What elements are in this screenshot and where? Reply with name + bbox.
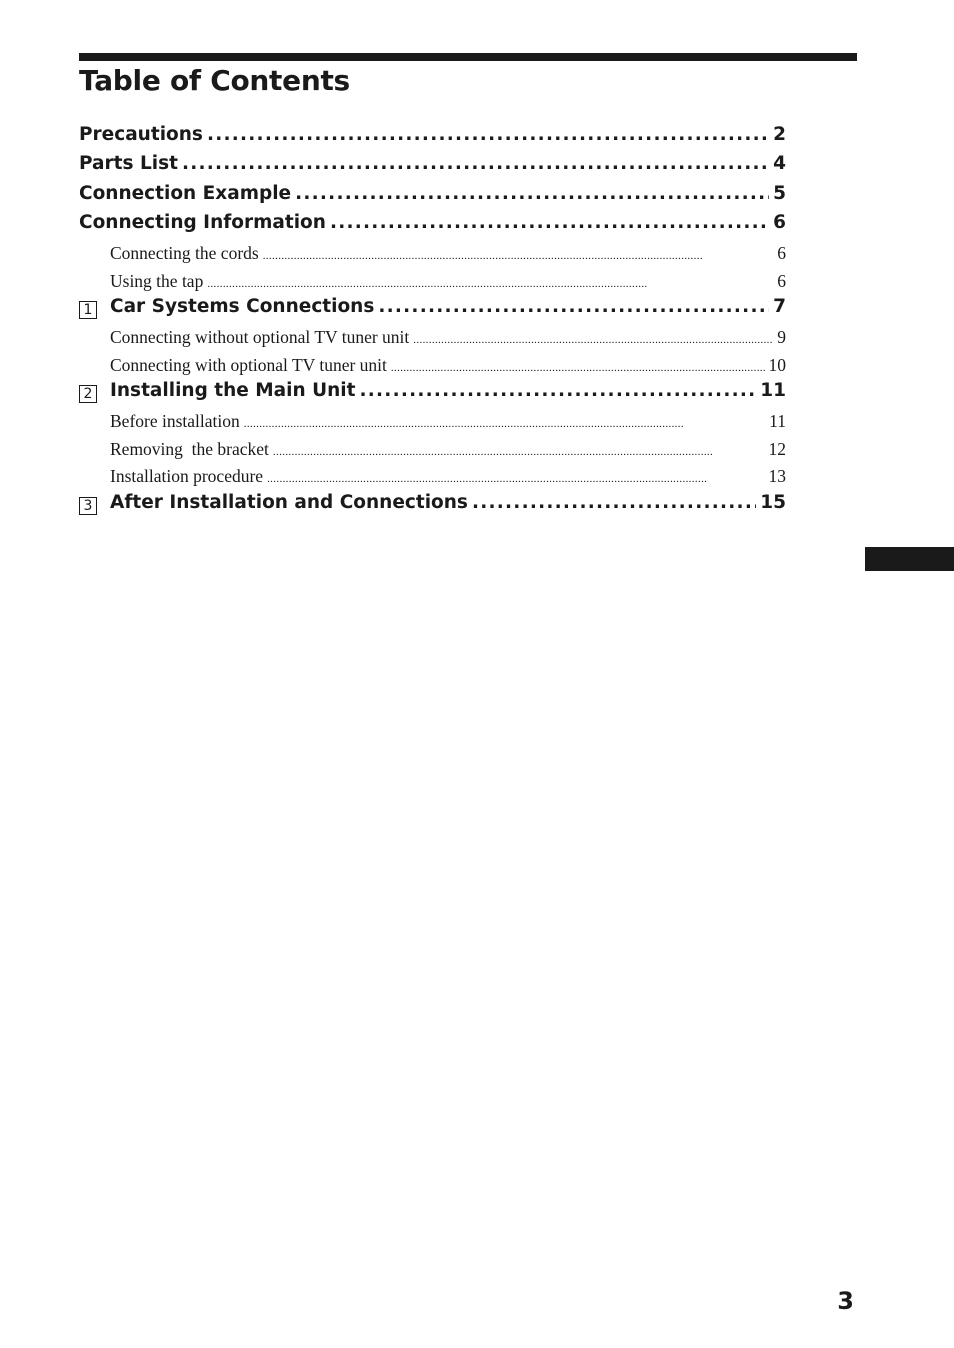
dot-leader bbox=[273, 439, 765, 460]
dot-leader bbox=[207, 124, 769, 145]
side-tab-marker bbox=[865, 547, 954, 571]
toc-entry-connection-example[interactable] bbox=[79, 183, 786, 204]
toc-entry-page: 12 bbox=[768, 439, 786, 459]
dot-leader bbox=[267, 466, 764, 487]
toc-entry-label: Parts List bbox=[79, 153, 178, 174]
section-number-box: 2 bbox=[79, 385, 97, 403]
dot-leader bbox=[244, 411, 765, 432]
toc-subentry-installation-procedure[interactable] bbox=[79, 466, 786, 487]
toc-entry-label: Connecting the cords bbox=[110, 243, 259, 263]
toc-section-installing-main-unit[interactable] bbox=[79, 380, 786, 401]
toc-entry-label: Before installation bbox=[110, 411, 240, 431]
toc-entry-label: Connecting without optional TV tuner unit bbox=[110, 327, 410, 347]
top-rule bbox=[79, 53, 857, 61]
toc-subentry-before-installation[interactable] bbox=[79, 411, 786, 432]
toc-section-after-installation[interactable] bbox=[79, 492, 786, 513]
toc-entry-precautions[interactable] bbox=[79, 124, 786, 145]
toc-entry-page: 13 bbox=[768, 466, 786, 486]
toc-entry-label: Installing the Main Unit bbox=[110, 380, 356, 401]
toc-entry-page: 6 bbox=[773, 212, 786, 233]
toc-subentry-using-the-tap[interactable] bbox=[79, 271, 786, 292]
toc-entry-parts-list[interactable] bbox=[79, 153, 786, 174]
dot-leader bbox=[413, 327, 773, 348]
section-number-box: 3 bbox=[79, 497, 97, 515]
toc-entry-page: 11 bbox=[760, 380, 786, 401]
page-number: 3 bbox=[837, 1287, 854, 1315]
dot-leader bbox=[472, 492, 756, 513]
toc-entry-label: Removing the bracket bbox=[110, 439, 269, 459]
toc-entry-page: 6 bbox=[777, 243, 786, 263]
toc-entry-connecting-information[interactable] bbox=[79, 212, 786, 233]
dot-leader bbox=[182, 153, 769, 174]
toc-entry-page: 5 bbox=[773, 183, 786, 204]
toc-entry-page: 11 bbox=[769, 411, 786, 431]
dot-leader bbox=[295, 183, 769, 204]
toc-entry-label: Precautions bbox=[79, 124, 203, 145]
page-title: Table of Contents bbox=[79, 64, 350, 97]
toc-subentry-removing-the-bracket[interactable] bbox=[79, 439, 786, 460]
dot-leader bbox=[263, 243, 774, 264]
toc-entry-label: Connecting with optional TV tuner unit bbox=[110, 355, 387, 375]
toc-entry-page: 2 bbox=[773, 124, 786, 145]
toc-entry-label: Connecting Information bbox=[79, 212, 326, 233]
toc-subentry-connecting-with-tuner[interactable] bbox=[79, 355, 786, 376]
toc-section-car-systems-connections[interactable] bbox=[79, 296, 786, 317]
toc-entry-label: Connection Example bbox=[79, 183, 292, 204]
toc-entry-label: Car Systems Connections bbox=[110, 296, 375, 317]
toc-entry-page: 10 bbox=[768, 355, 786, 375]
dot-leader bbox=[391, 355, 765, 376]
toc-subentry-connecting-the-cords[interactable] bbox=[79, 243, 786, 264]
toc-entry-page: 9 bbox=[777, 327, 786, 347]
dot-leader bbox=[378, 296, 769, 317]
dot-leader bbox=[207, 271, 773, 292]
toc-entry-page: 6 bbox=[777, 271, 786, 291]
toc-entry-label: Using the tap bbox=[110, 271, 204, 291]
dot-leader bbox=[360, 380, 757, 401]
toc-entry-page: 4 bbox=[773, 153, 786, 174]
toc-entry-label: After Installation and Connections bbox=[110, 492, 468, 513]
section-number-box: 1 bbox=[79, 301, 97, 319]
toc-subentry-connecting-without-tuner[interactable] bbox=[79, 327, 786, 348]
dot-leader bbox=[330, 212, 769, 233]
toc-entry-page: 7 bbox=[773, 296, 786, 317]
toc-entry-page: 15 bbox=[760, 492, 786, 513]
toc-entry-label: Installation procedure bbox=[110, 466, 264, 486]
